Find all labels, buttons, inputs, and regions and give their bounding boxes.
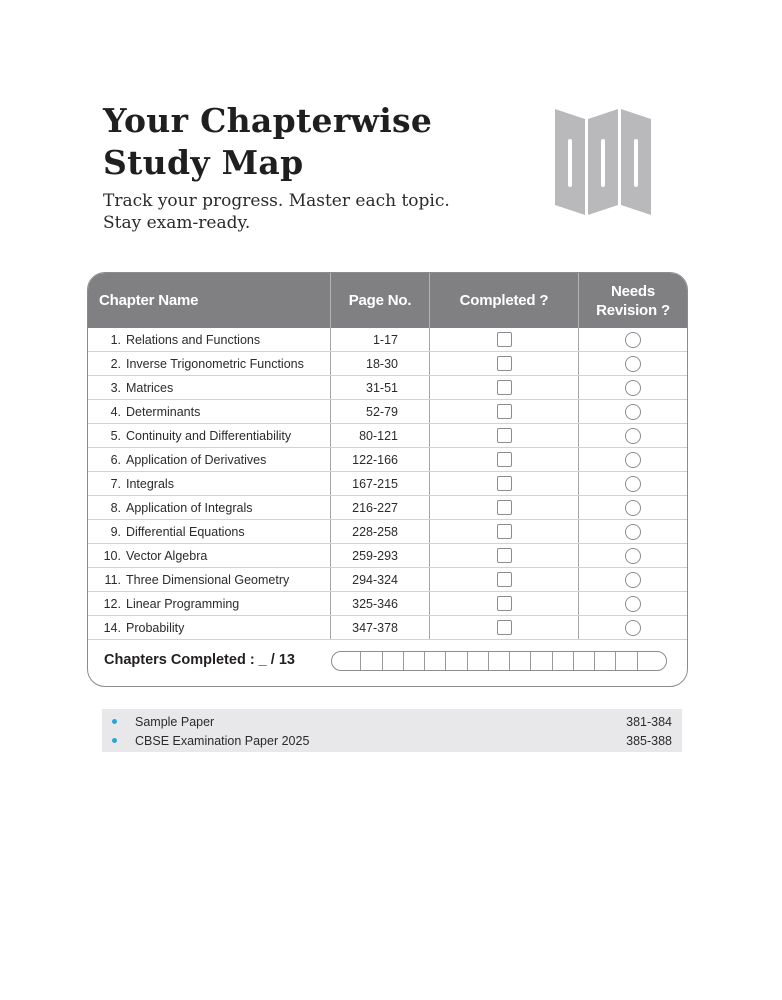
chapter-cell	[88, 568, 330, 591]
page-range: 122-166	[330, 448, 429, 471]
revision-cell	[578, 400, 687, 423]
chapter-cell	[88, 328, 330, 351]
needs-revision-radio[interactable]	[625, 476, 641, 492]
chapter-name: Three Dimensional Geometry	[126, 572, 290, 587]
progress-segment[interactable]	[360, 652, 381, 670]
revision-cell	[578, 568, 687, 591]
extra-paper-pages: 381-384	[626, 714, 672, 729]
extra-paper-name: Sample Paper	[135, 714, 215, 729]
page-range: 294-324	[330, 568, 429, 591]
revision-cell	[578, 448, 687, 471]
column-header-chapter: Chapter Name	[99, 292, 199, 309]
extra-papers-list	[102, 709, 682, 752]
chapter-number: 9.	[110, 524, 121, 539]
revision-header-line-1: Needs	[610, 282, 655, 300]
extra-paper-item	[102, 731, 682, 750]
chapter-cell	[88, 424, 330, 447]
chapter-number: 1.	[110, 332, 121, 347]
chapter-name: Determinants	[126, 404, 201, 419]
folded-map-icon	[554, 107, 654, 217]
bullet-icon	[112, 738, 117, 743]
completed-cell	[429, 616, 578, 639]
chapter-name: Probability	[126, 620, 185, 635]
chapter-cell	[88, 520, 330, 543]
chapter-cell	[88, 448, 330, 471]
page-range: 259-293	[330, 544, 429, 567]
completed-checkbox[interactable]	[497, 572, 512, 587]
completed-checkbox[interactable]	[497, 548, 512, 563]
completed-checkbox[interactable]	[497, 500, 512, 515]
revision-cell	[578, 520, 687, 543]
needs-revision-radio[interactable]	[625, 452, 641, 468]
completed-checkbox[interactable]	[497, 476, 512, 491]
completed-cell	[429, 520, 578, 543]
progress-segment[interactable]	[467, 652, 488, 670]
column-header-revision	[578, 273, 687, 328]
chapter-number: 10.	[103, 548, 121, 563]
revision-cell	[578, 592, 687, 615]
subtitle	[103, 190, 450, 234]
chapter-name: Inverse Trigonometric Functions	[126, 356, 304, 371]
needs-revision-radio[interactable]	[625, 332, 641, 348]
table-row	[88, 376, 687, 400]
page-range: 325-346	[330, 592, 429, 615]
table-row	[88, 496, 687, 520]
progress-segment[interactable]	[488, 652, 509, 670]
table-row	[88, 424, 687, 448]
revision-cell	[578, 376, 687, 399]
subtitle-line-1: Track your progress. Master each topic.	[103, 191, 450, 211]
table-row	[88, 616, 687, 640]
table-row	[88, 520, 687, 544]
chapter-cell	[88, 616, 330, 639]
chapter-name: Integrals	[126, 476, 174, 491]
completed-checkbox[interactable]	[497, 332, 512, 347]
title-line-1: Your Chapterwise	[103, 101, 433, 140]
chapter-name: Matrices	[126, 380, 174, 395]
bullet-icon	[112, 719, 117, 724]
revision-cell	[578, 496, 687, 519]
progress-segment[interactable]	[424, 652, 445, 670]
completed-checkbox[interactable]	[497, 452, 512, 467]
chapter-name: Application of Integrals	[126, 500, 253, 515]
progress-segment[interactable]	[530, 652, 551, 670]
chapter-number: 3.	[110, 380, 121, 395]
chapter-name: Application of Derivatives	[126, 452, 267, 467]
needs-revision-radio[interactable]	[625, 380, 641, 396]
chapter-cell	[88, 472, 330, 495]
completed-checkbox[interactable]	[497, 524, 512, 539]
subtitle-line-2: Stay exam-ready.	[103, 213, 251, 233]
chapter-number: 4.	[110, 404, 121, 419]
completed-checkbox[interactable]	[497, 404, 512, 419]
page-range: 216-227	[330, 496, 429, 519]
revision-cell	[578, 616, 687, 639]
page-range: 167-215	[330, 472, 429, 495]
revision-cell	[578, 544, 687, 567]
completed-checkbox[interactable]	[497, 620, 512, 635]
completed-cell	[429, 424, 578, 447]
completed-cell	[429, 472, 578, 495]
chapter-number: 5.	[110, 428, 121, 443]
table-header	[88, 273, 687, 328]
progress-segment[interactable]	[615, 652, 636, 670]
needs-revision-radio[interactable]	[625, 524, 641, 540]
page-range: 228-258	[330, 520, 429, 543]
chapter-name: Differential Equations	[126, 524, 245, 539]
chapter-cell	[88, 544, 330, 567]
page-range: 52-79	[330, 400, 429, 423]
completed-cell	[429, 448, 578, 471]
title-line-2: Study Map	[103, 143, 304, 182]
progress-segment[interactable]	[332, 652, 360, 670]
table-body	[88, 328, 687, 640]
completed-checkbox[interactable]	[497, 356, 512, 371]
table-row	[88, 592, 687, 616]
chapter-name: Vector Algebra	[126, 548, 208, 563]
progress-segment[interactable]	[403, 652, 424, 670]
column-header-page: Page No.	[330, 273, 429, 328]
table-row	[88, 568, 687, 592]
completed-checkbox[interactable]	[497, 596, 512, 611]
chapter-name: Linear Programming	[126, 596, 240, 611]
completed-cell	[429, 376, 578, 399]
chapter-cell	[88, 496, 330, 519]
page-range: 18-30	[330, 352, 429, 375]
table-row	[88, 472, 687, 496]
chapter-number: 7.	[110, 476, 121, 491]
needs-revision-radio[interactable]	[625, 596, 641, 612]
extra-paper-name: CBSE Examination Paper 2025	[135, 733, 310, 748]
completed-cell	[429, 328, 578, 351]
progress-segment[interactable]	[445, 652, 466, 670]
chapter-number: 8.	[110, 500, 121, 515]
needs-revision-radio[interactable]	[625, 428, 641, 444]
progress-segment[interactable]	[573, 652, 594, 670]
revision-cell	[578, 424, 687, 447]
table-row	[88, 544, 687, 568]
chapter-name: Relations and Functions	[126, 332, 261, 347]
page-range: 80-121	[330, 424, 429, 447]
progress-segment[interactable]	[594, 652, 615, 670]
completed-cell	[429, 352, 578, 375]
needs-revision-radio[interactable]	[625, 404, 641, 420]
table-row	[88, 448, 687, 472]
page-title	[103, 100, 432, 184]
extra-paper-pages: 385-388	[626, 733, 672, 748]
revision-header-line-2: Revision ?	[596, 301, 670, 319]
needs-revision-radio[interactable]	[625, 548, 641, 564]
needs-revision-radio[interactable]	[625, 500, 641, 516]
progress-segment[interactable]	[637, 652, 666, 670]
progress-segment[interactable]	[382, 652, 403, 670]
chapter-number: 11.	[104, 572, 121, 587]
progress-segment[interactable]	[552, 652, 573, 670]
chapters-completed-label: Chapters Completed : _ / 13	[104, 652, 295, 668]
completed-checkbox[interactable]	[497, 428, 512, 443]
chapter-number: 12.	[103, 596, 121, 611]
table-footer	[88, 640, 687, 686]
chapter-cell	[88, 376, 330, 399]
column-header-completed: Completed ?	[429, 273, 578, 328]
revision-cell	[578, 472, 687, 495]
completed-checkbox[interactable]	[497, 380, 512, 395]
needs-revision-radio[interactable]	[625, 620, 641, 636]
completed-cell	[429, 568, 578, 591]
revision-cell	[578, 328, 687, 351]
needs-revision-radio[interactable]	[625, 572, 641, 588]
extra-paper-item	[102, 712, 682, 731]
table-row	[88, 328, 687, 352]
completed-cell	[429, 400, 578, 423]
completed-cell	[429, 496, 578, 519]
revision-cell	[578, 352, 687, 375]
table-row	[88, 352, 687, 376]
chapter-cell	[88, 352, 330, 375]
chapter-name: Continuity and Differentiability	[126, 428, 292, 443]
needs-revision-radio[interactable]	[625, 356, 641, 372]
page-range: 347-378	[330, 616, 429, 639]
chapter-cell	[88, 592, 330, 615]
chapter-number: 6.	[110, 452, 121, 467]
chapter-cell	[88, 400, 330, 423]
study-map-table	[87, 272, 688, 687]
chapter-number: 2.	[110, 356, 121, 371]
chapters-progress-tracker[interactable]	[331, 651, 667, 671]
progress-segment[interactable]	[509, 652, 530, 670]
completed-cell	[429, 544, 578, 567]
page-range: 31-51	[330, 376, 429, 399]
completed-cell	[429, 592, 578, 615]
chapter-number: 14.	[103, 620, 121, 635]
table-row	[88, 400, 687, 424]
page-range: 1-17	[330, 328, 429, 351]
